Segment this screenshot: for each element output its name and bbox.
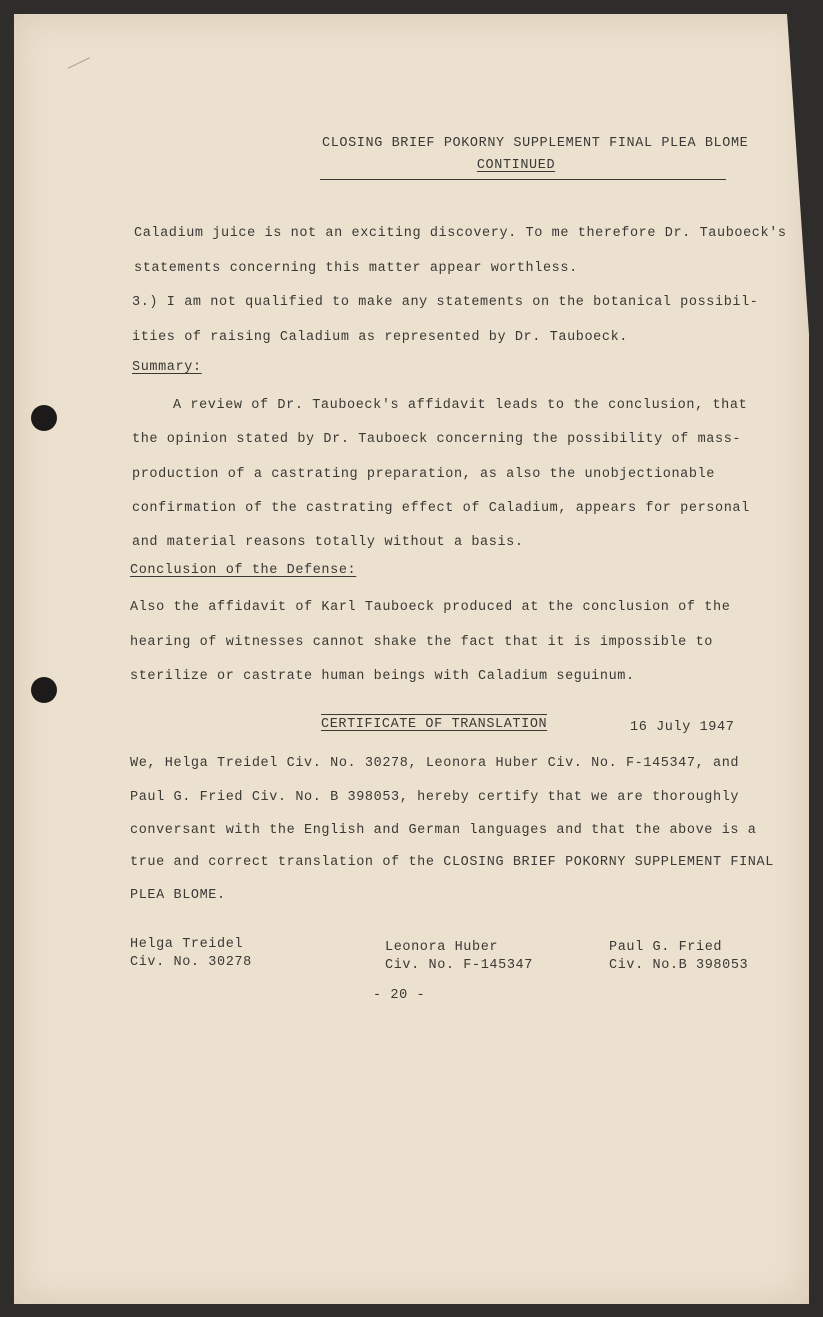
signature-name-1: Helga Treidel	[130, 937, 244, 952]
certificate-line3: conversant with the English and German languages and that the above is a	[130, 823, 757, 838]
signature-name-3: Paul G. Fried	[609, 940, 723, 955]
signature-civ-2: Civ. No. F-145347	[385, 958, 533, 973]
point3-line1: 3.) I am not qualified to make any statements on the botanical possibil-	[132, 295, 759, 310]
certificate-line4: true and correct translation of the CLOSING BRIEF POKORNY SUPPLEMENT FINAL	[130, 855, 774, 870]
conclusion-line3: sterilize or castrate human beings with Caladium seguinum.	[130, 669, 635, 684]
conclusion-line2: hearing of witnesses cannot shake the fact that it is impossible to	[130, 635, 713, 650]
signature-name-2: Leonora Huber	[385, 940, 499, 955]
paragraph1-line2: statements concerning this matter appear worthless.	[134, 261, 578, 276]
conclusion-heading: Conclusion of the Defense:	[130, 563, 357, 578]
summary-line4: confirmation of the castrating effect of Caladium, appears for personal	[132, 501, 750, 516]
summary-line3: production of a castrating preparation, as also the unobjectionable	[132, 467, 715, 482]
header-title: CLOSING BRIEF POKORNY SUPPLEMENT FINAL PLEA BLOME	[322, 136, 749, 151]
summary-heading: Summary:	[132, 360, 202, 375]
summary-line2: the opinion stated by Dr. Tauboeck concerning the possibility of mass-	[132, 432, 742, 447]
certificate-line2: Paul G. Fried Civ. No. B 398053, hereby certify that we are thoroughly	[130, 790, 740, 805]
certificate-line1: We, Helga Treidel Civ. No. 30278, Leonora Huber Civ. No. F-145347, and	[130, 756, 740, 771]
signature-civ-1: Civ. No. 30278	[130, 955, 252, 970]
conclusion-line1: Also the affidavit of Karl Tauboeck produced at the conclusion of the	[130, 600, 731, 615]
certificate-date: 16 July 1947	[630, 720, 735, 735]
point3-line2: ities of raising Caladium as represented by Dr. Tauboeck.	[132, 330, 628, 345]
signature-civ-3: Civ. No.B 398053	[609, 958, 749, 973]
header-continued: CONTINUED	[476, 158, 556, 173]
summary-line1: A review of Dr. Tauboeck's affidavit leads to the conclusion, that	[173, 398, 748, 413]
punch-hole-bottom	[31, 677, 57, 703]
page-number: - 20 -	[373, 988, 426, 1003]
header-rule	[320, 179, 726, 180]
certificate-heading: CERTIFICATE OF TRANSLATION	[321, 714, 547, 732]
punch-hole-top	[31, 405, 57, 431]
paragraph1-line1: Caladium juice is not an exciting discovery. To me therefore Dr. Tauboeck's	[134, 226, 787, 241]
summary-line5: and material reasons totally without a basis.	[132, 535, 524, 550]
pencil-mark	[68, 57, 94, 77]
certificate-line5: PLEA BLOME.	[130, 888, 226, 903]
document-page	[14, 14, 809, 1304]
folded-corner	[787, 14, 809, 334]
